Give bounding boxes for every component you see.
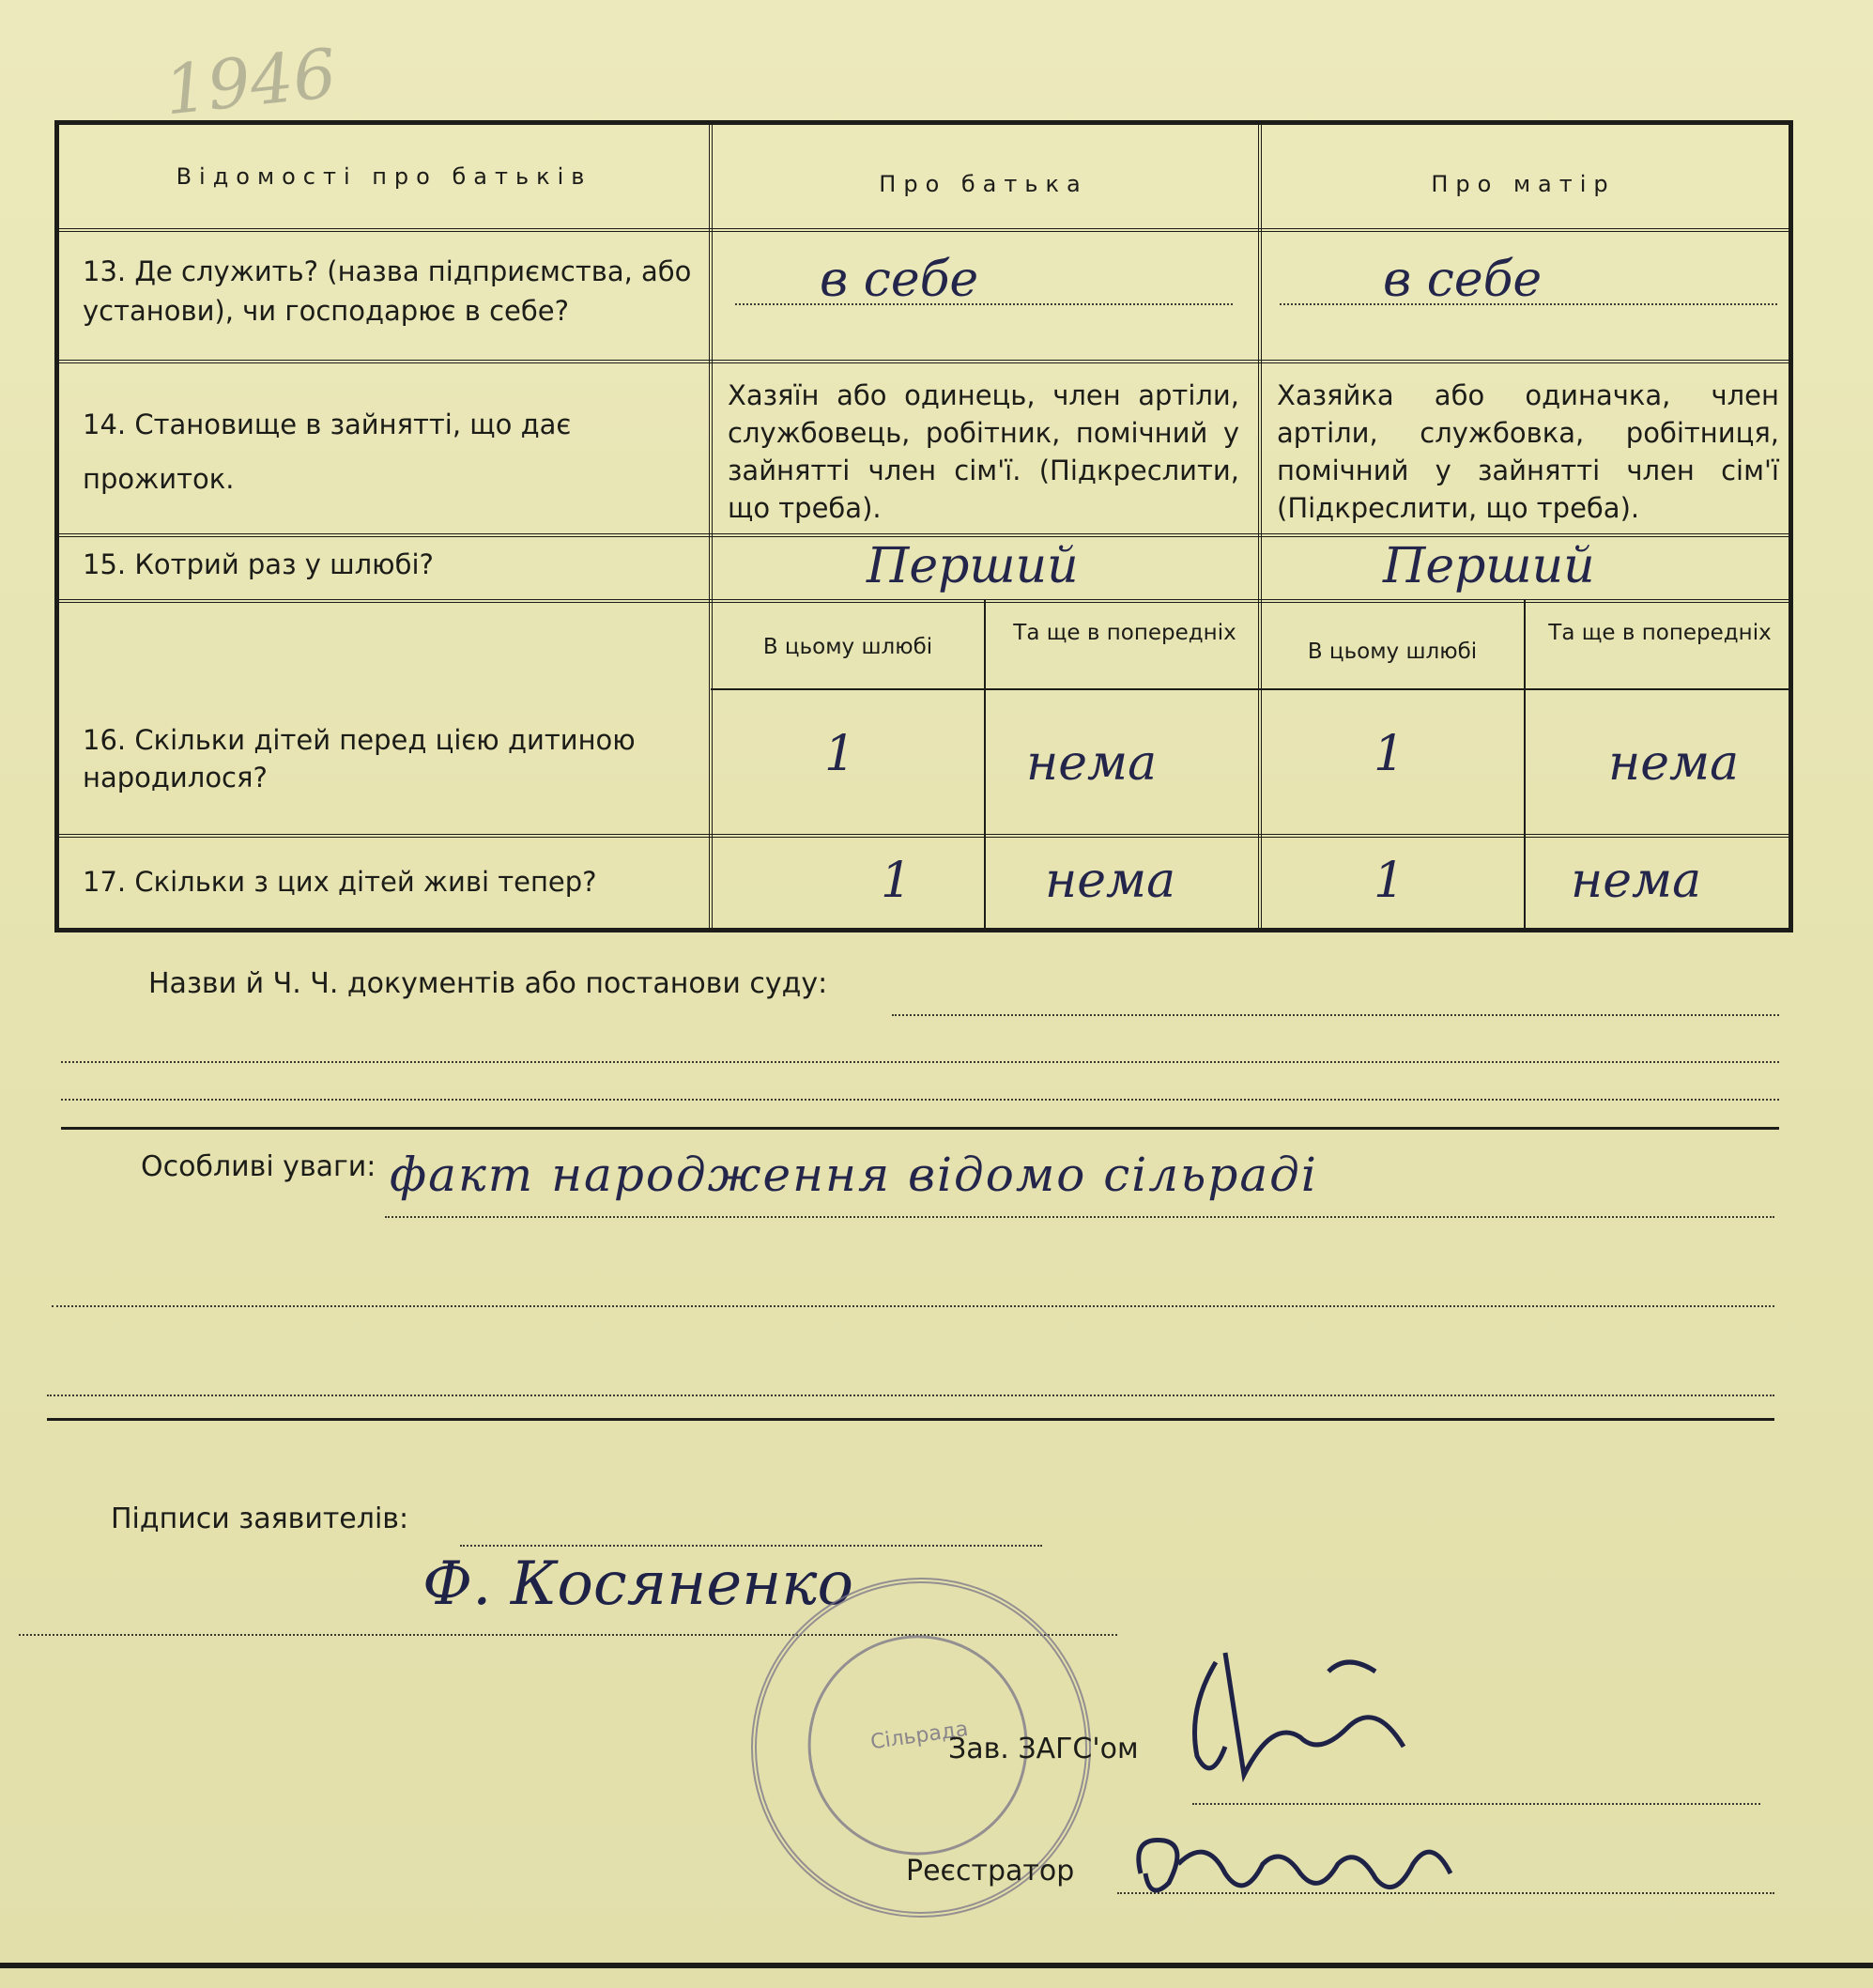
documents-label: Назви й Ч. Ч. документів або постанови суду: [148, 967, 828, 1000]
archive-mark: 1946 [161, 33, 341, 131]
parents-info-table [54, 120, 1793, 932]
subheader-father-this: В цьому шлюбі [762, 635, 933, 659]
q17-mother-prev: нема [1571, 853, 1702, 909]
subheader-mother-this: В цьому шлюбі [1307, 640, 1478, 664]
q14-father-options: Хазяїн або одинець, член артіли, службовець, робітник, помічний у зайнятті член сім'ї. (Підкреслити, що треба). [728, 379, 1239, 524]
col-divider-2 [1258, 125, 1262, 928]
subheader-father-prev: Та ще в попередніх [1013, 621, 1236, 645]
stamp-text: Сільрада [868, 1717, 970, 1755]
col-divider-1 [709, 125, 713, 928]
q17-mother-this: 1 [1374, 853, 1405, 909]
row-divider-header [59, 228, 1789, 232]
documents-line-1 [892, 1014, 1779, 1016]
q13-label: 13. Де служить? (назва підприємства, або установи), чи господарює в себе? [83, 255, 692, 327]
q15-label: 15. Котрий раз у шлюбі? [83, 548, 434, 580]
q14-label: 14. Становище в зайнятті, що дає прожиток. [83, 408, 572, 495]
q17-father-prev: нема [1045, 853, 1176, 909]
q13-father-line [735, 303, 1233, 305]
registrar-label: Реєстратор [906, 1855, 1075, 1888]
q13-mother-value: в себе [1383, 252, 1543, 308]
row-divider-16 [59, 834, 1789, 838]
remarks-line-2 [52, 1305, 1774, 1307]
head-label: Зав. ЗАГС'ом [948, 1733, 1139, 1765]
registrar-signature [1122, 1808, 1497, 1939]
documents-line-2 [61, 1061, 1779, 1063]
applicant-signature: Ф. Косяненко [422, 1549, 854, 1619]
documents-end-line [61, 1127, 1779, 1130]
father-subcol-divider [984, 599, 986, 928]
head-signature [1159, 1634, 1441, 1822]
remarks-line-1 [385, 1216, 1774, 1218]
remarks-end-line [47, 1418, 1774, 1421]
signatures-label: Підписи заявителів: [111, 1503, 409, 1535]
remarks-line-3 [47, 1395, 1774, 1396]
q16-mother-prev: нема [1608, 735, 1740, 792]
row-divider-13 [59, 360, 1789, 363]
q16-father-this: 1 [824, 726, 856, 782]
page-bottom-border [0, 1963, 1873, 1968]
remarks-value: факт народження відомо сільраді [390, 1148, 1318, 1202]
q17-father-this: 1 [881, 853, 913, 909]
row-divider-15 [59, 599, 1789, 603]
q15-father-value: Перший [867, 538, 1079, 594]
q13-father-value: в себе [820, 252, 979, 308]
q16-label: 16. Скільки дітей перед цією дитиною народилося? [83, 724, 636, 794]
header-parents-info: Відомості про батьків [176, 163, 592, 190]
header-father: Про батька [879, 171, 1088, 197]
q15-mother-value: Перший [1383, 538, 1595, 594]
header-mother: Про матір [1431, 171, 1616, 197]
q17-label: 17. Скільки з цих дітей живі тепер? [83, 866, 597, 898]
q16-mother-this: 1 [1374, 726, 1405, 782]
mother-subcol-divider [1524, 599, 1526, 928]
subheader-mother-prev: Та ще в попередніх [1548, 621, 1772, 645]
row-divider-14 [59, 533, 1789, 537]
q14-mother-options: Хазяйка або одиначка, член артіли, службовка, робітниця, помічний у зайнятті член сім'ї (Підкреслити, що треба). [1277, 379, 1779, 524]
documents-line-3 [61, 1099, 1779, 1101]
signatures-line-1 [460, 1545, 1042, 1547]
remarks-label: Особливі уваги: [141, 1150, 376, 1183]
subheader-divider [711, 688, 1789, 690]
q16-father-prev: нема [1026, 735, 1158, 792]
